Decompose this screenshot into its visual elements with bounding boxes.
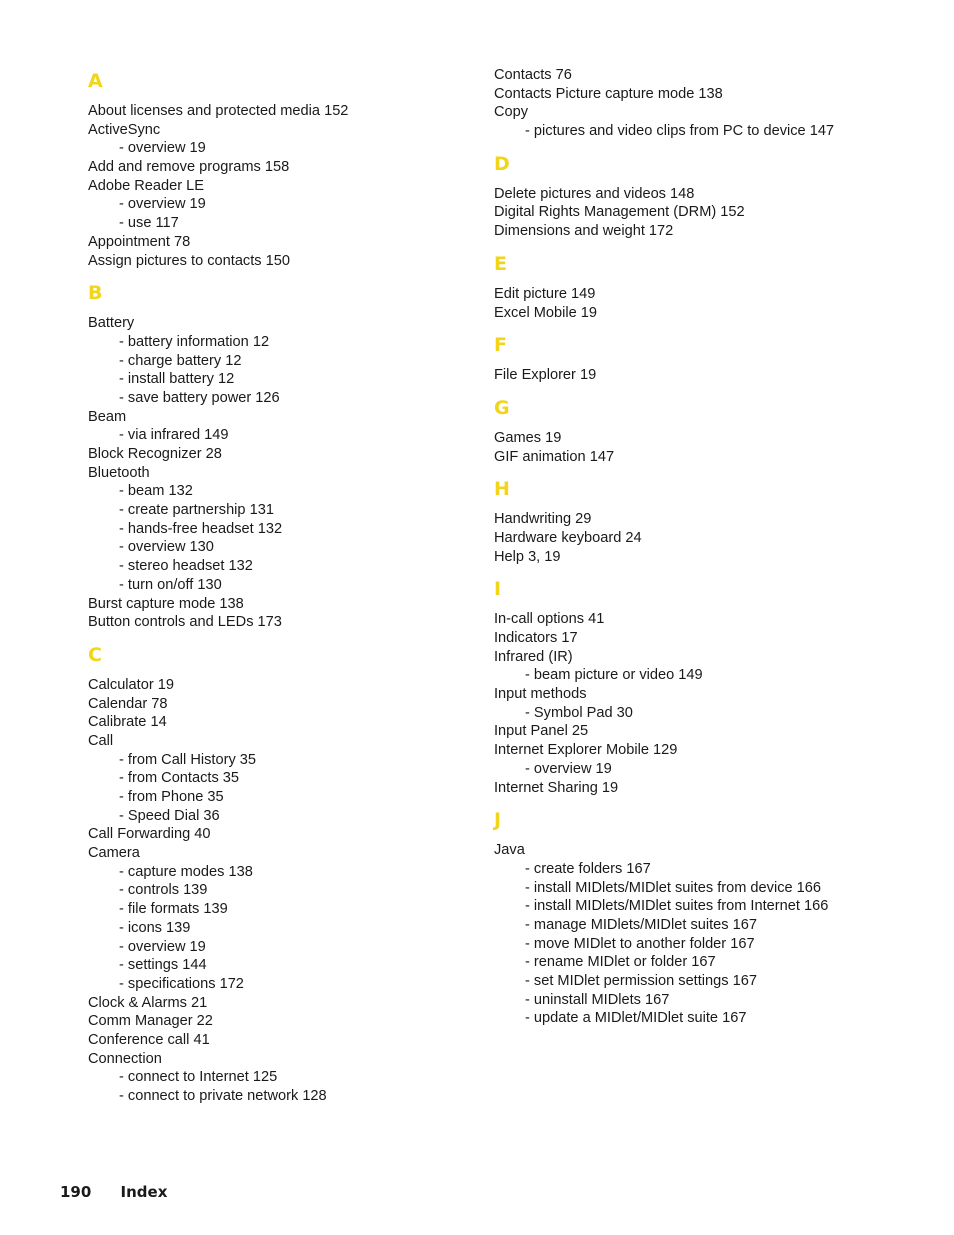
index-entry: Input Panel 25 — [494, 723, 589, 740]
index-subentry: - battery information 12 — [119, 333, 270, 350]
index-subentry: - file formats 139 — [119, 901, 228, 918]
index-subentry: - connect to Internet 125 — [119, 1069, 278, 1086]
index-subentry: - create folders 167 — [525, 860, 651, 877]
index-subentry: - controls 139 — [119, 882, 208, 899]
index-entry: Assign pictures to contacts 150 — [88, 252, 290, 269]
index-subentry: - via infrared 149 — [119, 427, 229, 444]
index-subentry: - beam 132 — [119, 483, 193, 500]
index-entry: Beam — [88, 408, 127, 425]
index-subentry: - settings 144 — [119, 957, 207, 974]
index-entry: Battery — [88, 315, 135, 332]
index-subentry: - update a MIDlet/MIDlet suite 167 — [525, 1010, 747, 1027]
index-entry: About licenses and protected media 152 — [88, 103, 349, 119]
index-entry: Adobe Reader LE — [88, 177, 205, 194]
index-subentry: - charge battery 12 — [119, 352, 242, 369]
index-entry: Burst capture mode 138 — [88, 595, 244, 612]
index-subentry: - install MIDlets/MIDlet suites from Internet 166 — [525, 898, 829, 915]
index-subentry: - pictures and video clips from PC to device 147 — [525, 123, 835, 140]
index-entry: Contacts Picture capture mode 138 — [494, 85, 723, 102]
index-entry: Copy — [494, 104, 529, 121]
index-letter-heading: I — [494, 578, 502, 601]
index-entry: Button controls and LEDs 173 — [88, 614, 282, 631]
index-entry: Conference call 41 — [88, 1031, 210, 1048]
index-subentry: - install MIDlets/MIDlet suites from device 166 — [525, 879, 822, 896]
index-entry: Call — [88, 732, 114, 749]
index-entry: Contacts 76 — [494, 67, 572, 83]
index-subentry: - Symbol Pad 30 — [525, 704, 633, 721]
index-subentry: - stereo headset 132 — [119, 558, 253, 575]
index-entry: Delete pictures and videos 148 — [494, 185, 695, 202]
section-title: Index — [120, 1183, 168, 1201]
index-subentry: - from Call History 35 — [119, 751, 257, 768]
index-letter-heading: H — [494, 478, 510, 501]
index-subentry: - save battery power 126 — [119, 389, 280, 406]
index-subentry: - icons 139 — [119, 919, 191, 936]
index-letter-heading: C — [88, 643, 102, 666]
page-number: 190 — [60, 1183, 92, 1201]
index-subentry: - set MIDlet permission settings 167 — [525, 973, 757, 989]
index-subentry: - create partnership 131 — [119, 502, 274, 519]
index-entry: Edit picture 149 — [494, 285, 596, 302]
index-column-right — [494, 66, 914, 1028]
index-entry: Camera — [88, 845, 140, 862]
index-subentry: - rename MIDlet or folder 167 — [525, 954, 716, 971]
index-entry: Call Forwarding 40 — [88, 826, 211, 843]
index-entry: Input methods — [494, 686, 587, 703]
index-subentry: - overview 130 — [119, 539, 214, 556]
index-entry: Handwriting 29 — [494, 511, 592, 528]
index-subentry: - from Contacts 35 — [119, 770, 240, 787]
index-entry: In-call options 41 — [494, 611, 605, 628]
index-subentry: - manage MIDlets/MIDlet suites 167 — [525, 916, 757, 933]
index-subentry: - move MIDlet to another folder 167 — [525, 935, 755, 952]
index-entry: Dimensions and weight 172 — [494, 223, 674, 240]
index-entry: Appointment 78 — [88, 233, 191, 250]
index-subentry: - from Phone 35 — [119, 789, 224, 805]
index-entry: Indicators 17 — [494, 630, 578, 646]
index-entry: Games 19 — [494, 429, 562, 446]
index-entry: Internet Explorer Mobile 129 — [494, 742, 678, 759]
index-subentry: - overview 19 — [119, 938, 206, 955]
index-subentry: - install battery 12 — [119, 371, 235, 388]
index-letter-heading: F — [494, 334, 507, 357]
index-subentry: - use 117 — [119, 215, 179, 232]
index-entry: Excel Mobile 19 — [494, 304, 598, 321]
index-entry: Clock & Alarms 21 — [88, 994, 208, 1011]
index-subentry: - beam picture or video 149 — [525, 667, 703, 684]
index-entry: ActiveSync — [88, 121, 161, 138]
index-entry: Add and remove programs 158 — [88, 159, 290, 176]
index-entry: Comm Manager 22 — [88, 1013, 213, 1030]
index-entry: Hardware keyboard 24 — [494, 529, 642, 546]
index-subentry: - overview 19 — [119, 140, 206, 157]
index-entry: File Explorer 19 — [494, 367, 597, 384]
index-entry: Java — [494, 842, 525, 859]
index-subentry: - hands-free headset 132 — [119, 520, 283, 537]
index-letter-heading: A — [88, 70, 103, 92]
index-subentry: - overview 19 — [119, 196, 206, 213]
index-letter-heading: B — [88, 282, 103, 305]
index-letter-heading: G — [494, 396, 510, 419]
index-entry: Block Recognizer 28 — [88, 446, 222, 462]
index-entry: Connection — [88, 1050, 162, 1067]
index-letter-heading: D — [494, 152, 510, 175]
index-entry: Calculator 19 — [88, 676, 174, 693]
index-subentry: - uninstall MIDlets 167 — [525, 991, 670, 1008]
index-entry: Bluetooth — [88, 464, 150, 481]
index-subentry: - turn on/off 130 — [119, 576, 222, 593]
index-entry: Calendar 78 — [88, 695, 168, 712]
index-entry: Calibrate 14 — [88, 714, 167, 731]
index-entry: Internet Sharing 19 — [494, 779, 619, 796]
index-entry: Help 3, 19 — [494, 548, 561, 565]
index-entry: GIF animation 147 — [494, 448, 615, 465]
index-entry: Infrared (IR) — [494, 648, 573, 665]
index-subentry: - Speed Dial 36 — [119, 807, 220, 824]
index-letter-heading: J — [494, 809, 502, 832]
index-subentry: - connect to private network 128 — [119, 1088, 327, 1104]
index-letter-heading: E — [494, 252, 507, 275]
page-footer — [60, 1183, 167, 1201]
index-column-left — [88, 66, 508, 1106]
index-subentry: - capture modes 138 — [119, 863, 253, 880]
index-subentry: - overview 19 — [525, 760, 612, 777]
index-entry: Digital Rights Management (DRM) 152 — [494, 204, 745, 221]
index-subentry: - specifications 172 — [119, 975, 244, 992]
